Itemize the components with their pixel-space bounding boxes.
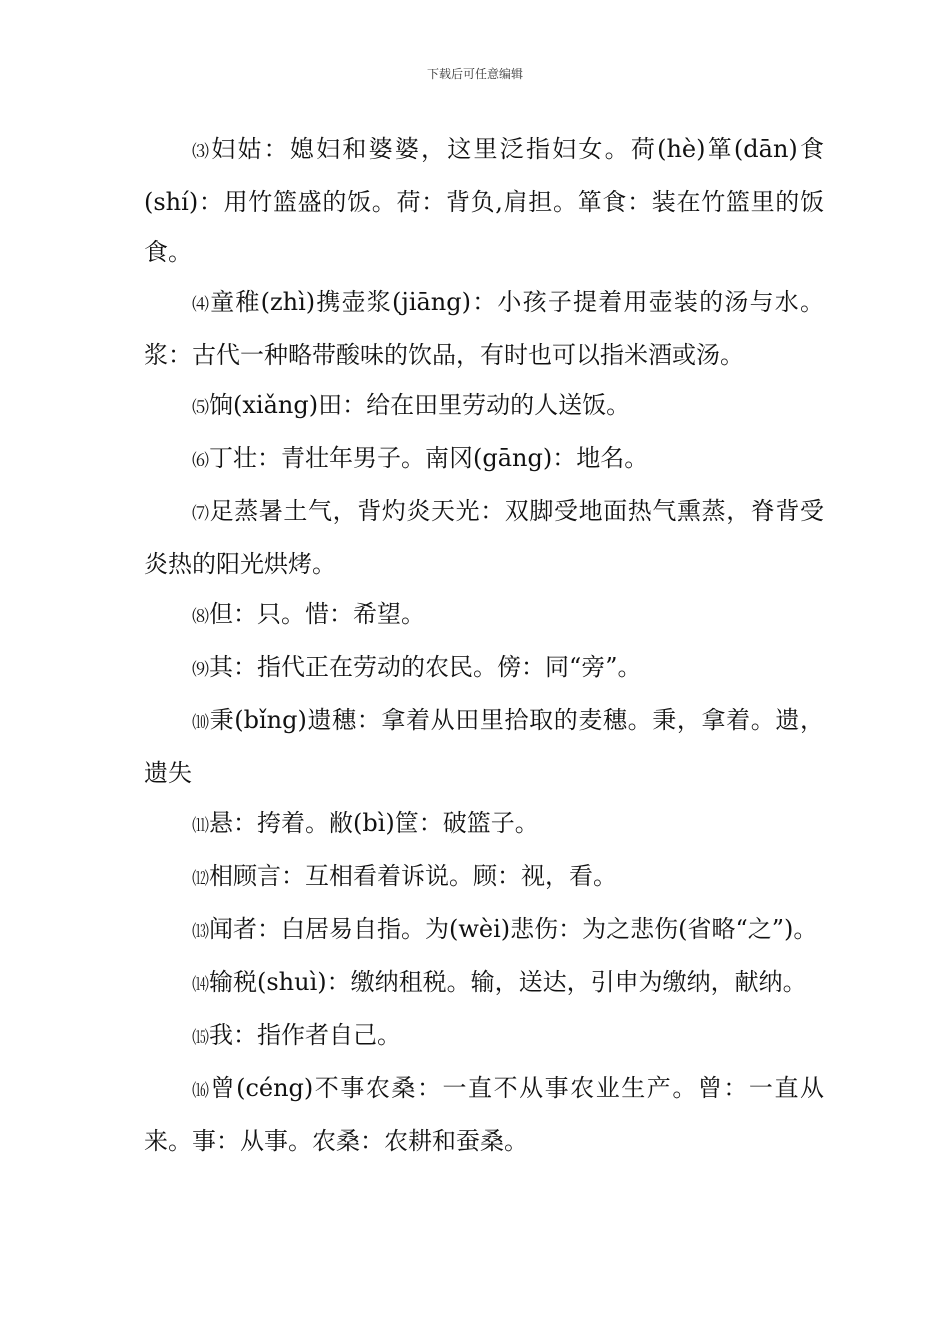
annotation-text: 妇姑：媳妇和婆婆，这里泛指妇女。荷(hè)箪(dān)食(shí)：用竹篮盛的饭。荷：背负,肩担。箪食：装在竹篮里的饭食。 (144, 135, 824, 266)
annotation-text: 我：指作者自己。 (209, 1021, 401, 1049)
annotation-text: 丁壮：青壮年男子。南冈(gāng)：地名。 (209, 444, 649, 472)
annotation-list (144, 124, 824, 1166)
annotation-text: 悬：挎着。敝(bì)筐：破篮子。 (209, 809, 539, 837)
annotation-item (144, 486, 824, 589)
page-header: 下载后可任意编辑 (426, 67, 523, 81)
annotation-number: ⑶ (192, 142, 212, 162)
annotation-item (144, 851, 824, 904)
annotation-number: ⑷ (192, 295, 211, 315)
annotation-item (144, 277, 824, 380)
annotation-text: 其：指代正在劳动的农民。傍：同“旁”。 (209, 653, 642, 681)
annotation-item (144, 642, 824, 695)
annotation-item (144, 433, 824, 486)
annotation-text: 秉(bǐng)遗穗：拿着从田里拾取的麦穗。秉，拿着。遗，遗失 (144, 706, 825, 787)
annotation-text: 输税(shuì)：缴纳租税。输，送达，引申为缴纳，献纳。 (209, 968, 807, 996)
annotation-item (144, 1063, 824, 1166)
annotation-number: ⒂ (192, 1028, 209, 1048)
annotation-number: ⑿ (192, 869, 209, 889)
annotation-number: ⑸ (192, 398, 209, 418)
annotation-text: 闻者：白居易自指。为(wèi)悲伤：为之悲伤(省略“之”)。 (209, 915, 818, 943)
annotation-text: 童稚(zhì)携壶浆(jiāng)：小孩子提着用壶装的汤与水。浆：古代一种略带酸味的饮品，有时也可以指米酒或汤。 (144, 288, 824, 369)
annotation-text: 相顾言：互相看着诉说。顾：视，看。 (209, 862, 617, 890)
annotation-text: 足蒸暑土气，背灼炎天光：双脚受地面热气熏蒸，脊背受炎热的阳光烘烤。 (144, 497, 825, 578)
annotation-item (144, 957, 824, 1010)
annotation-item (144, 1010, 824, 1063)
annotation-text: 但：只。惜：希望。 (209, 600, 425, 628)
annotation-item (144, 380, 824, 433)
annotation-number: ⒁ (192, 975, 209, 995)
annotation-number: ⑼ (192, 660, 209, 680)
annotation-number: ⑾ (192, 816, 209, 836)
annotation-item (144, 124, 824, 277)
annotation-number: ⑽ (192, 713, 210, 733)
annotation-number: ⒃ (192, 1081, 211, 1101)
annotation-text: 饷(xiǎng)田：给在田里劳动的人送饭。 (209, 391, 631, 419)
annotation-item (144, 798, 824, 851)
annotation-number: ⑹ (192, 451, 209, 471)
annotation-item (144, 695, 824, 798)
annotation-number: ⒀ (192, 922, 209, 942)
annotation-item (144, 904, 824, 957)
annotation-number: ⑻ (192, 607, 209, 627)
annotation-item (144, 589, 824, 642)
annotation-text: 曾(céng)不事农桑：一直不从事农业生产。曾：一直从来。事：从事。农桑：农耕和蚕桑。 (144, 1074, 824, 1155)
annotation-number: ⑺ (192, 504, 210, 524)
